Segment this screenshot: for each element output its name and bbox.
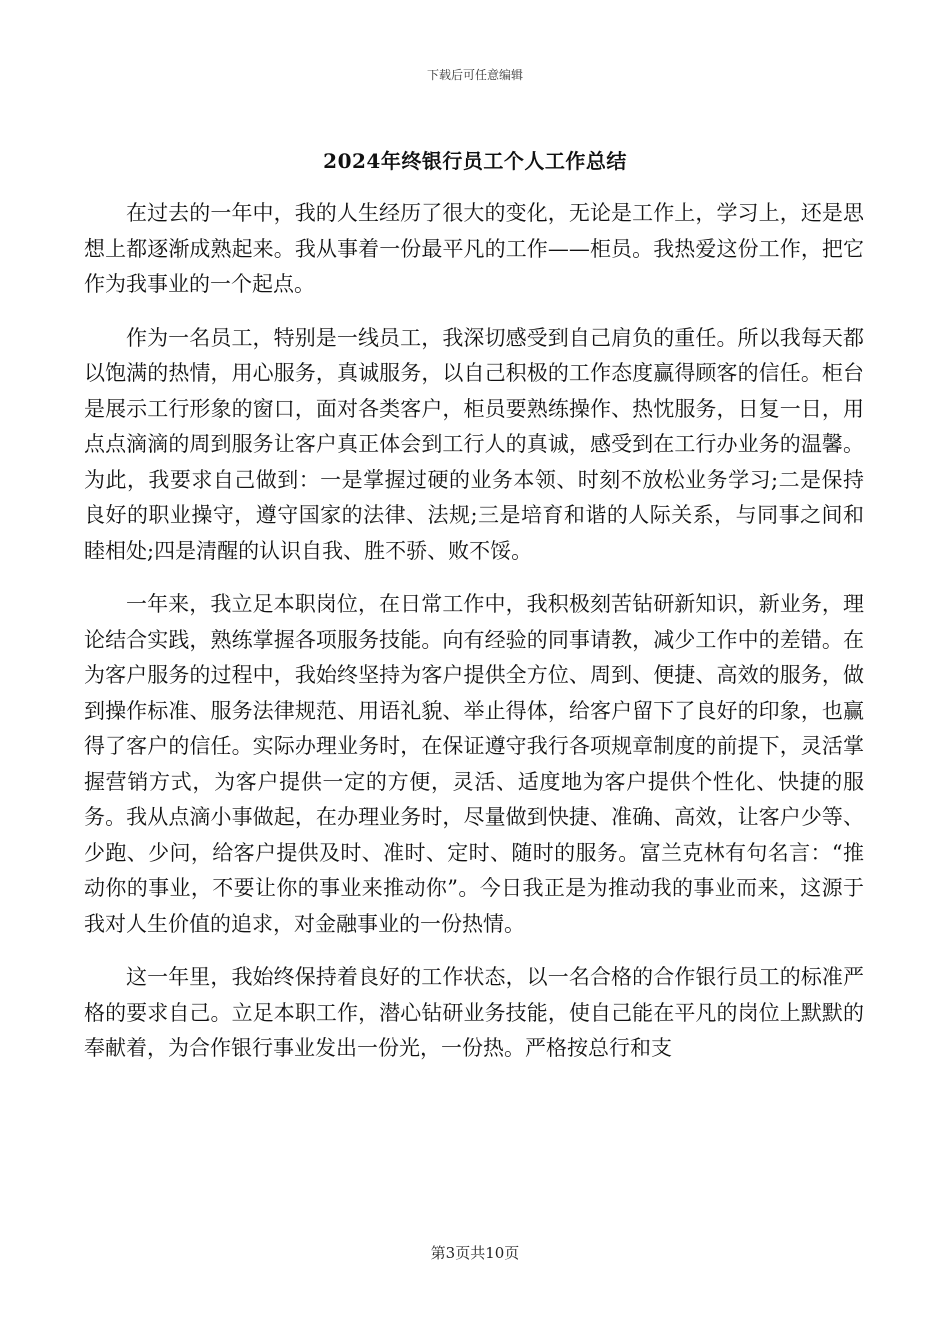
paragraph-1: 在过去的一年中，我的人生经历了很大的变化，无论是工作上，学习上，还是思想上都逐渐成熟起来。我从事着一份最平凡的工作——柜员。我热爱这份工作，把它作为我事业的一个起点。 — [84, 201, 864, 296]
paragraph-3: 一年来，我立足本职岗位，在日常工作中，我积极刻苦钻研新知识，新业务，理论结合实践，熟练掌握各项服务技能。向有经验的同事请教，减少工作中的差错。在为客户服务的过程中，我始终坚持为客户提供全方位、周到、便捷、高效的服务，做到操作标准、服务法律规范、用语礼貌、举止得体，给客户留下了良好的印象，也赢得了客户的信任。实际办理业务时，在保证遵守我行各项规章制度的前提下，灵活掌握营销方式，为客户提供一定的方便，灵活、适度地为客户提供个性化、快捷的服务。我从点滴小事做起，在办理业务时，尽量做到快捷、准确、高效，让客户少等、少跑、少问，给客户提供及时、准时、定时、随时的服务。富兰克林有句名言：“推动你的事业，不要让你的事业来推动你”。今日我正是为推动我的事业而来，这源于我对人生价值的追求，对金融事业的一份热情。 — [84, 592, 864, 936]
header-note: 下载后可任意编辑 — [426, 68, 523, 82]
document-title: 2024年终银行员工个人工作总结 — [323, 149, 627, 173]
paragraph-2: 作为一名员工，特别是一线员工，我深切感受到自己肩负的重任。所以我每天都以饱满的热情，用心服务，真诚服务，以自己积极的工作态度赢得顾客的信任。柜台是展示工行形象的窗口，面对各类客户，柜员要熟练操作、热忱服务，日复一日，用点点滴滴的周到服务让客户真正体会到工行人的真诚，感受到在工行办业务的温馨。为此，我要求自己做到：一是掌握过硬的业务本领、时刻不放松业务学习;二是保持良好的职业操守，遵守国家的法律、法规;三是培育和谐的人际关系，与同事之间和睦相处;四是清醒的认识自我、胜不骄、败不馁。 — [84, 325, 864, 563]
paragraph-4: 这一年里，我始终保持着良好的工作状态，以一名合格的合作银行员工的标准严格的要求自己。立足本职工作，潜心钻研业务技能，使自己能在平凡的岗位上默默的奉献着，为合作银行事业发出一份光，一份热。严格按总行和支 — [84, 965, 864, 1060]
page-footer: 第3页共10页 — [430, 1244, 520, 1262]
document-body — [84, 196, 864, 1085]
